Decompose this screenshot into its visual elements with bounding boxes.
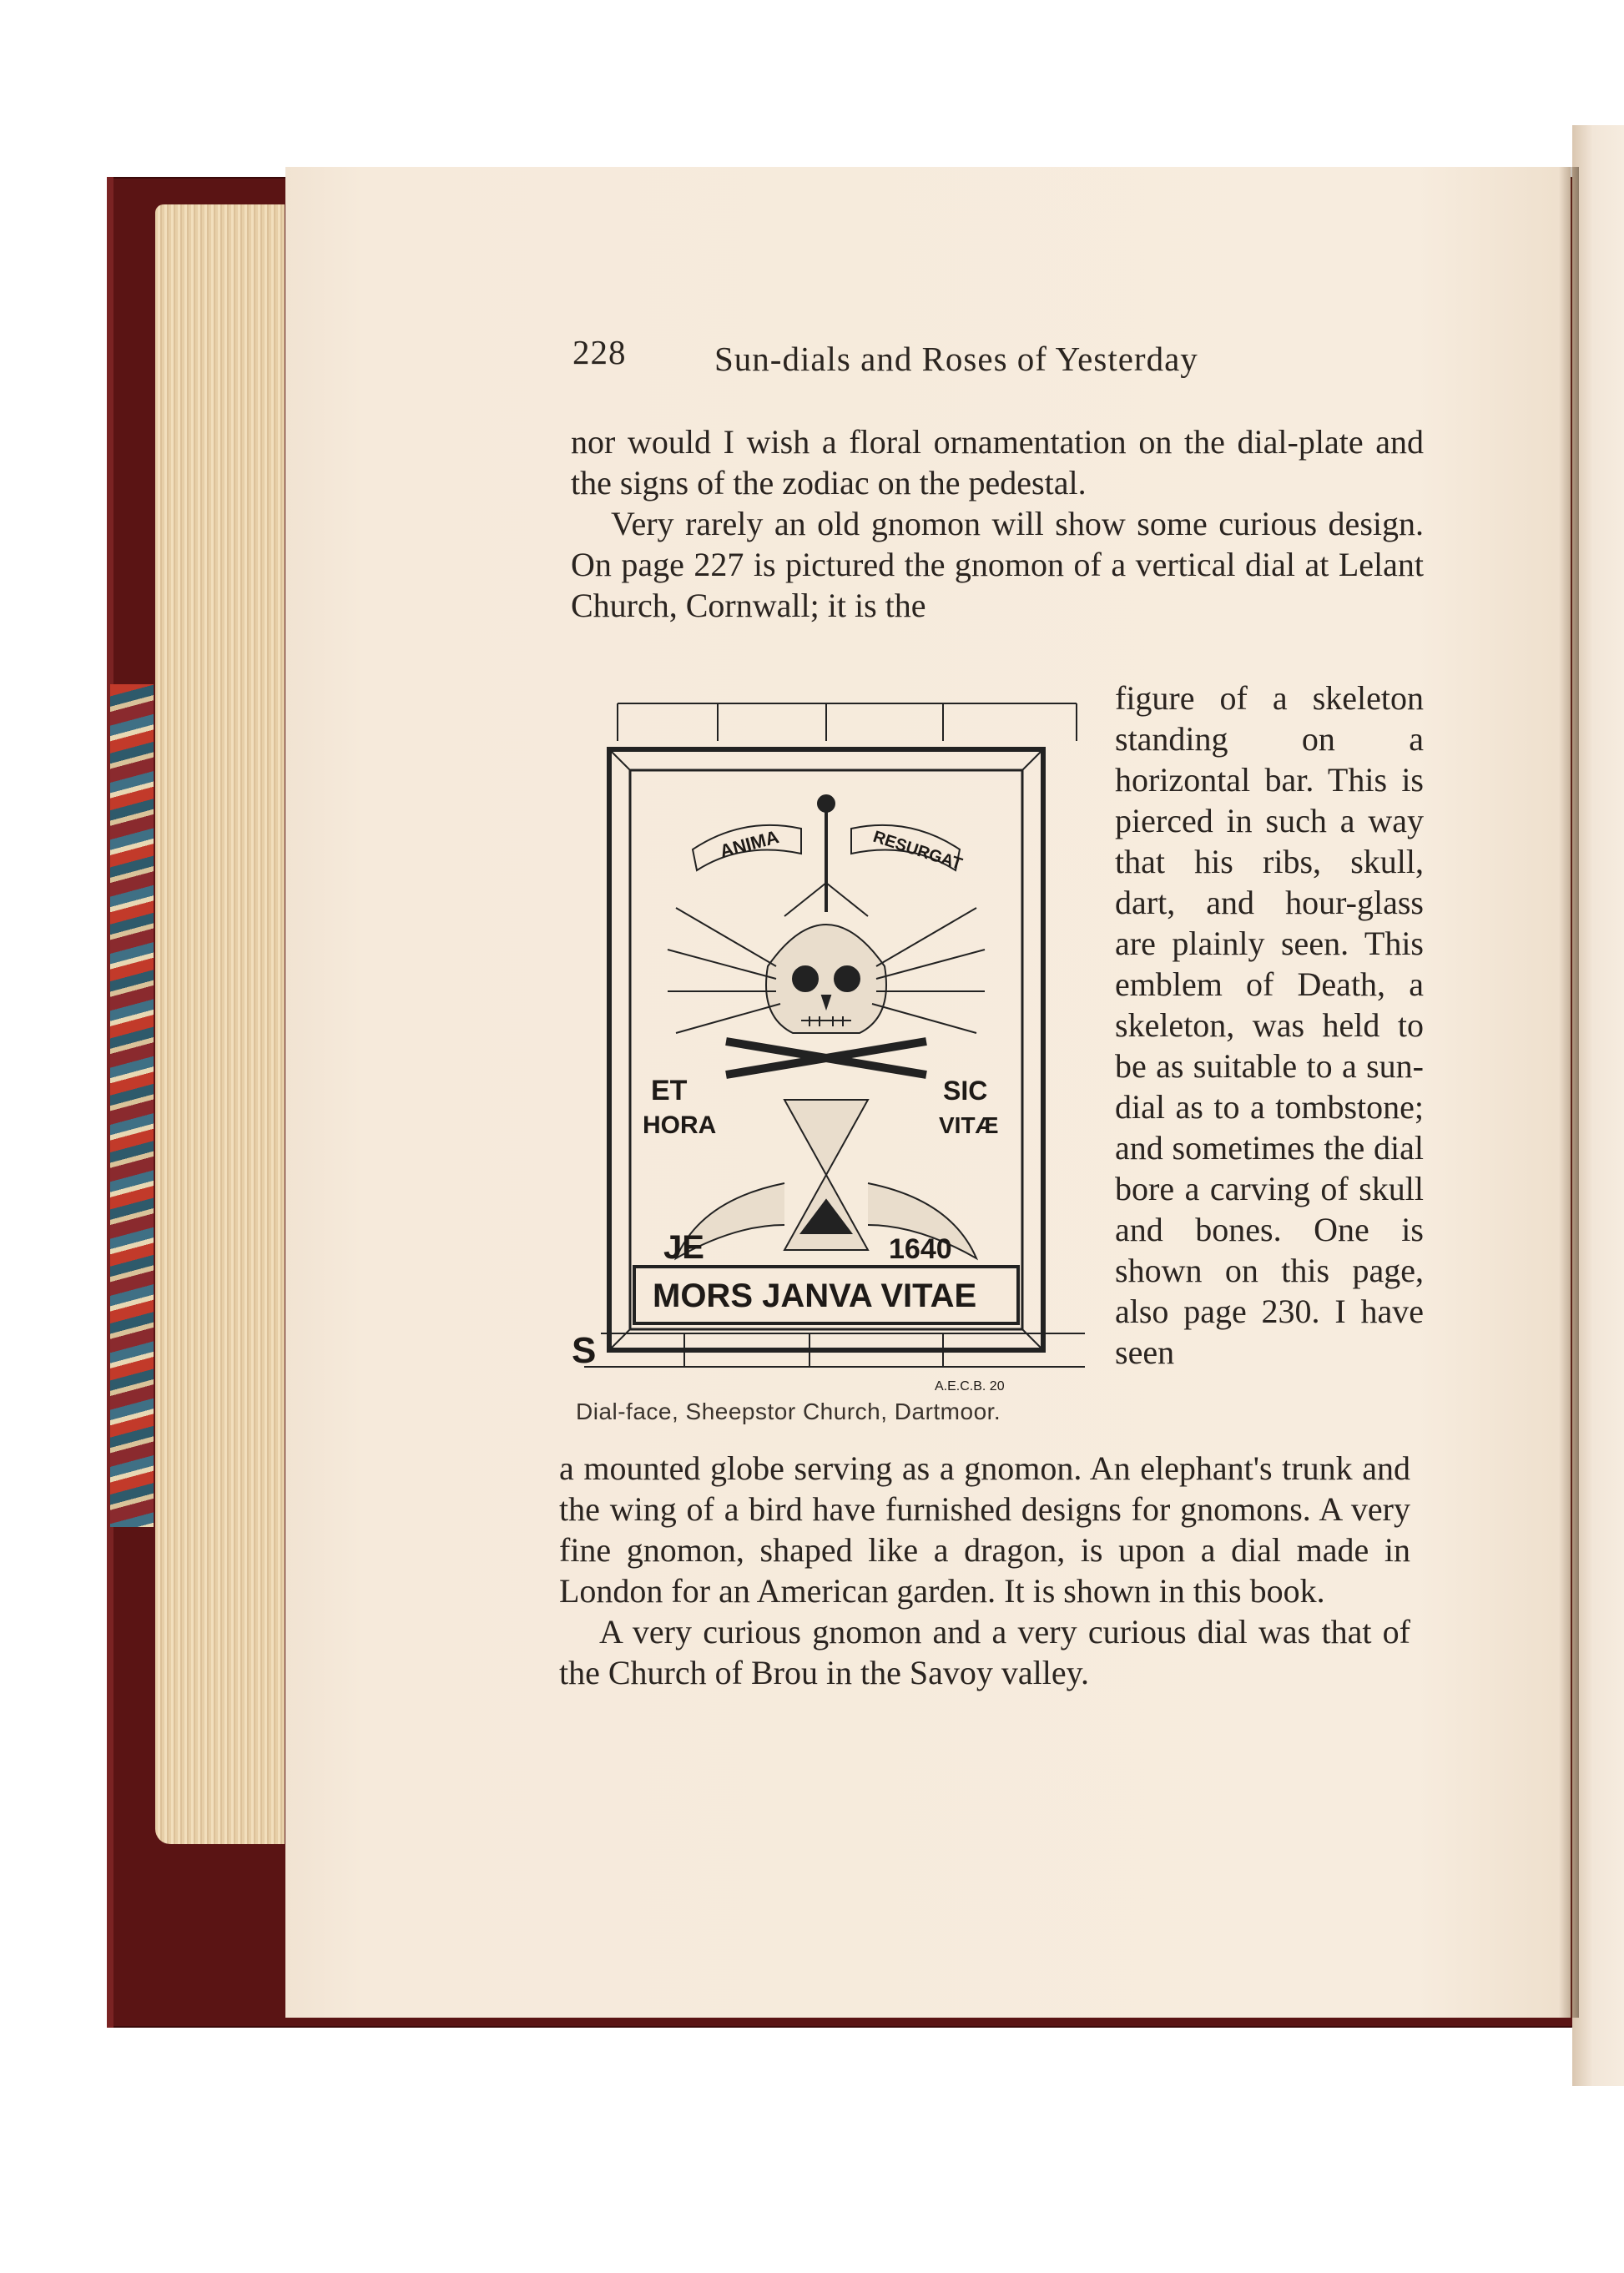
- text-bottom: [559, 1448, 1410, 1693]
- facing-page: [1572, 125, 1624, 2086]
- banner-left-text: ANIMA: [717, 826, 781, 862]
- text-top: [571, 421, 1424, 626]
- paragraph: A very curious gnomon and a very curious dial was that of the Church of Brou in the Savoy valley.: [559, 1613, 1410, 1691]
- motto-text: MORS JANVA VITAE: [653, 1278, 977, 1314]
- right-text-vitae: VITÆ: [939, 1112, 999, 1138]
- page-gutter-shadow: [1559, 167, 1579, 2018]
- dial-face-illustration: [551, 683, 1089, 1400]
- year-text: 1640: [889, 1233, 952, 1265]
- initials-text: JE: [663, 1229, 704, 1266]
- paragraph: Very rarely an old gnomon will show some curious design. On page 227 is pictured the gnomon of a vertical dial at Lelant Church, Cornwall; it is the: [571, 505, 1424, 624]
- running-title: Sun-dials and Roses of Yesterday: [714, 340, 1198, 378]
- right-text-sic: SIC: [943, 1076, 988, 1106]
- banner-right-text: RESURGAT: [870, 827, 965, 874]
- left-text-hora: HORA: [643, 1111, 717, 1139]
- corner-letter: S: [572, 1330, 597, 1371]
- marbled-endpaper: [110, 684, 154, 1527]
- page-number: 228: [572, 333, 627, 371]
- left-text-et: ET: [651, 1075, 688, 1106]
- figure-caption: Dial-face, Sheepstor Church, Dartmoor.: [576, 1399, 1001, 1424]
- page-edges: [155, 204, 285, 1844]
- engraver-signature: A.E.C.B. 20: [935, 1379, 1005, 1394]
- paragraph: nor would I wish a floral ornamentation on the dial-plate and the signs of the zodiac on the pedestal.: [571, 423, 1424, 501]
- paragraph: a mounted globe serving as a gnomon. An elephant's trunk and the wing of a bird have furnished designs for gnomons. A very fine gnomon, shaped like a dragon, is upon a dial made in London for an American garden. It is shown in this book.: [559, 1449, 1410, 1610]
- text-side-column: figure of a skeleton standing on a horizontal bar. This is pierced in such a way that his ribs, skull, dart, and hour-glass are plainly seen. This emblem of Death, a skeleton, was held to be as suitable to a sun-dial as to a tombstone; and sometimes the dial bore a carving of skull and bones. One is shown on this page, also page 230. I have seen: [1115, 679, 1424, 1371]
